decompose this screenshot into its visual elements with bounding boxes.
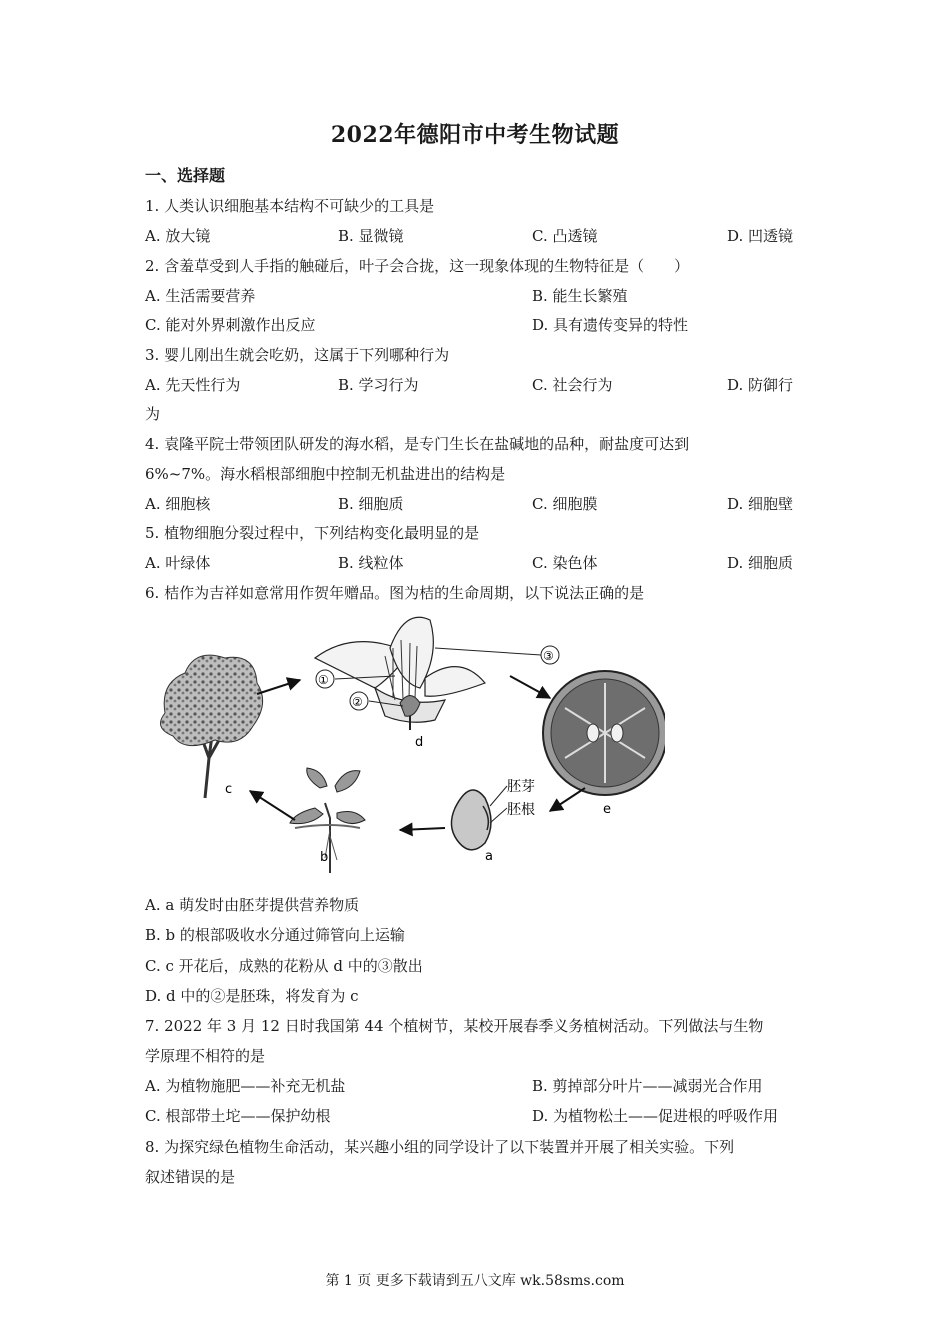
question-6-option-c: C. c 开花后，成熟的花粉从 d 中的③散出 — [145, 957, 423, 975]
arrow-seed-to-seedling — [400, 828, 445, 830]
question-4-option-b: B. 细胞质 — [338, 495, 404, 513]
question-3-option-a: A. 先天性行为 — [145, 376, 241, 394]
figure-label-d: d — [415, 735, 424, 750]
question-4-option-d: D. 细胞壁 — [727, 495, 794, 513]
question-4-option-c: C. 细胞膜 — [532, 495, 598, 513]
arrow-seedling-to-tree — [250, 791, 295, 820]
section-heading: 一、选择题 — [145, 166, 226, 185]
question-7-option-a: A. 为植物施肥——补充无机盐 — [145, 1077, 346, 1095]
question-4-option-a: A. 细胞核 — [145, 495, 211, 513]
question-1-option-d: D. 凹透镜 — [727, 227, 794, 245]
arrow-fruit-to-seed — [550, 788, 585, 811]
callout-line-3 — [435, 648, 541, 655]
question-1-option-c: C. 凸透镜 — [532, 227, 598, 245]
question-6-option-a: A. a 萌发时由胚芽提供营养物质 — [145, 896, 360, 914]
question-8-stem-continued: 叙述错误的是 — [145, 1168, 236, 1186]
question-2-option-d: D. 具有遗传变异的特性 — [532, 316, 689, 334]
question-2-option-a: A. 生活需要营养 — [145, 287, 256, 305]
figure-label-a: a — [485, 849, 493, 864]
figure-label-b: b — [320, 850, 329, 865]
figure-label-e: e — [603, 802, 611, 817]
question-7-stem: 7. 2022 年 3 月 12 日时我国第 44 个植树节，某校开展春季义务植树活动。下列做法与生物 — [145, 1017, 764, 1035]
fruit-cross-section — [543, 671, 665, 795]
question-6-option-b: B. b 的根部吸收水分通过筛管向上运输 — [145, 926, 405, 944]
figure-label-1: ① — [318, 673, 329, 687]
question-6-stem: 6. 桔作为吉祥如意常用作贺年赠品。图为桔的生命周期，以下说法正确的是 — [145, 584, 645, 602]
page-title: 2022年德阳市中考生物试题 — [330, 122, 620, 148]
question-1-stem: 1. 人类认识细胞基本结构不可缺少的工具是 — [145, 197, 435, 215]
seed-illustration — [451, 790, 491, 850]
question-7-option-b: B. 剪掉部分叶片——减弱光合作用 — [532, 1077, 763, 1095]
question-7-option-d: D. 为植物松土——促进根的呼吸作用 — [532, 1107, 779, 1125]
question-6-option-d: D. d 中的②是胚珠，将发育为 c — [145, 987, 359, 1005]
figure-label-c: c — [225, 782, 233, 797]
figure-label-3: ③ — [543, 649, 554, 663]
question-7-option-c: C. 根部带土坨——保护幼根 — [145, 1107, 331, 1125]
tree-illustration — [161, 655, 263, 798]
figure-label-2: ② — [352, 695, 363, 709]
arrow-tree-to-flower — [257, 680, 300, 694]
figure-label-radicle: 胚根 — [507, 802, 535, 818]
question-3-option-c: C. 社会行为 — [532, 376, 613, 394]
question-2-stem: 2. 含羞草受到人手指的触碰后，叶子会合拢，这一现象体现的生物特征是（ ） — [145, 257, 690, 275]
question-5-option-a: A. 叶绿体 — [145, 554, 211, 572]
question-3-stem: 3. 婴儿刚出生就会吃奶，这属于下列哪种行为 — [145, 346, 450, 364]
question-2-option-b: B. 能生长繁殖 — [532, 287, 628, 305]
question-2-option-c: C. 能对外界刺激作出反应 — [145, 316, 316, 334]
question-5-option-d: D. 细胞质 — [727, 554, 794, 572]
question-5-option-b: B. 线粒体 — [338, 554, 404, 572]
figure-label-embryo-bud: 胚芽 — [507, 779, 535, 795]
callout-line-embryo-bud — [490, 786, 507, 806]
orange-life-cycle-figure — [145, 608, 665, 883]
question-1-option-b: B. 显微镜 — [338, 227, 404, 245]
question-3-option-d-wrap: 为 — [145, 405, 161, 423]
question-5-stem: 5. 植物细胞分裂过程中，下列结构变化最明显的是 — [145, 524, 480, 542]
question-3-option-b: B. 学习行为 — [338, 376, 419, 394]
arrow-flower-to-fruit — [510, 676, 550, 698]
question-3-option-d: D. 防御行 — [727, 376, 794, 394]
question-5-option-c: C. 染色体 — [532, 554, 598, 572]
flower-illustration — [315, 617, 485, 730]
question-4-stem: 4. 袁隆平院士带领团队研发的海水稻，是专门生长在盐碱地的品种，耐盐度可达到 — [145, 435, 690, 453]
question-4-stem-continued: 6%~7%。海水稻根部细胞中控制无机盐进出的结构是 — [145, 465, 506, 483]
question-1-option-a: A. 放大镜 — [145, 227, 211, 245]
question-7-stem-continued: 学原理不相符的是 — [145, 1047, 266, 1065]
question-8-stem: 8. 为探究绿色植物生命活动，某兴趣小组的同学设计了以下装置并开展了相关实验。下列 — [145, 1138, 735, 1156]
callout-line-radicle — [490, 808, 507, 823]
page-footer: 第 1 页 更多下载请到五八文库 wk.58sms.com — [325, 1273, 625, 1289]
